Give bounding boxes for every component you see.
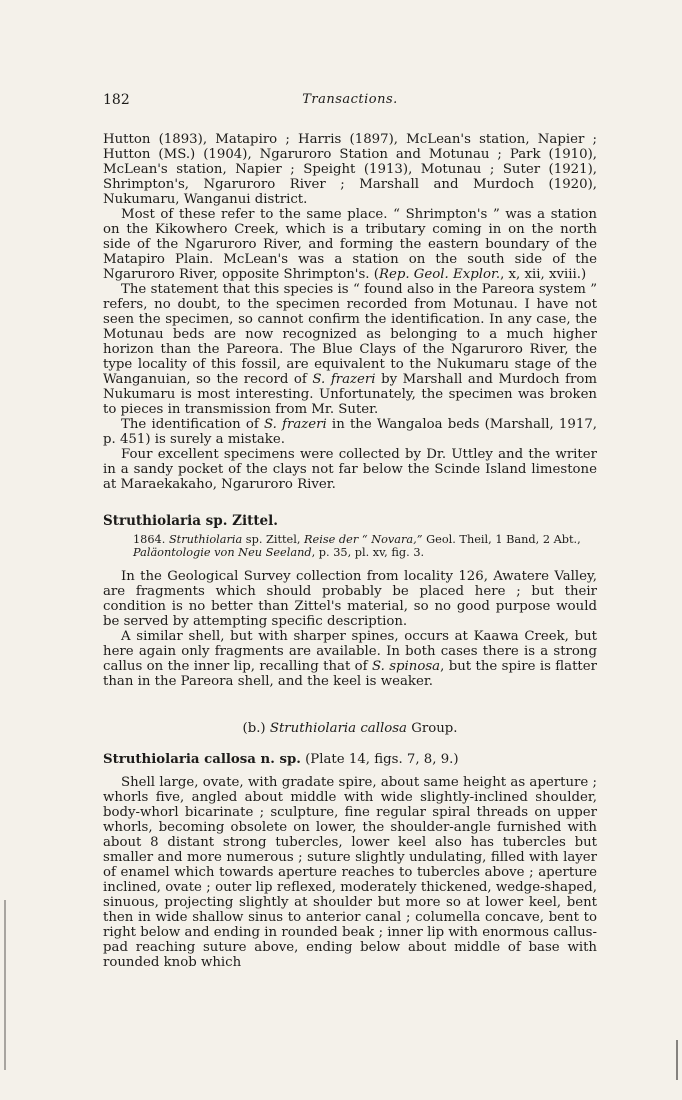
paragraph-pareora: The statement that this species is “ found also in the Pareora system ” refers, no doubt, to the specimen recorded from Motunau. I have not seen the specimen, so cannot confirm the identification. In any case, the Motunau beds are now recognized as belonging to a much higher horizon than the Pareora. The Blue Clays of the Ngaruroro River, the type locality of this fossil, are equivalent to the Nukumaru stage of the Wanganuian, so the record of S. frazeri by Marshall and Murdoch from Nukumaru is most interesting. Unfortunately, the specimen was broken to pieces in transmission from Mr. Suter. <box>103 282 597 417</box>
page-header <box>103 92 597 114</box>
paragraph-kaawa: A similar shell, but with sharper spines, occurs at Kaawa Creek, but here again only fragments are available. In both cases there is a strong callus on the inner lip, recalling that of S. spinosa, but the spire is flatter than in the Pareora shell, and the keel is weaker. <box>103 629 597 689</box>
paragraph-wangaloa: The identification of S. frazeri in the Wangaloa beds (Marshall, 1917, p. 451) is surely a mistake. <box>103 417 598 447</box>
species-heading-callosa: Struthiolaria callosa n. sp. (Plate 14, figs. 7, 8, 9.) <box>103 752 459 767</box>
paragraph-awatere: In the Geological Survey collection from locality 126, Awatere Valley, are fragments which should probably be placed here ; but their condition is no better than Zittel's material, so no good purpose would be served by attempting specific description. <box>103 569 597 629</box>
group-heading: (b.) Struthiolaria callosa Group. <box>242 721 458 736</box>
page-number: 182 <box>103 92 130 108</box>
synonymy-entry: 1864. Struthiolaria sp. Zittel, Reise der “ Novara,” Geol. Theil, 1 Band, 2 Abt., Paläontologie von Neu Seeland, p. 35, pl. xv, fig. 3. <box>133 533 581 559</box>
page-edge-mark <box>4 900 6 1070</box>
running-head: Transactions. <box>302 92 398 107</box>
page-edge-mark-right <box>676 1040 678 1080</box>
page <box>103 92 597 970</box>
paragraph-references: Hutton (1893), Matapiro ; Harris (1897), McLean's station, Napier ; Hutton (MS.) (1904), Ngaruroro Station and Motunau ; Park (1910), McLean's station, Napier ; Speight (1913), Motunau ; Suter (1921), Shrimpton's, Ngaruroro River ; Marshall and Murdoch (1920), Nukumaru, Wanganui district. <box>103 132 597 207</box>
paragraph-description: Shell large, ovate, with gradate spire, about same height as aperture ; whorls five, angled about middle with wide slightly-inclined shoulder, body-whorl bicarinate ; sculpture, fine regular spiral threads on upper whorls, becoming obsolete on lower, the shoulder-angle furnished with about 8 distant strong tubercles, lower keel also has tubercles but smaller and more numerous ; suture slightly undulating, filled with layer of enamel which towards aperture reaches to tubercles above ; aperture inclined, ovate ; outer lip reflexed, moderately thickened, wedge-shaped, sinuous, projecting slightly at shoulder but more so at lower keel, bent then in wide shallow sinus to anterior canal ; columella concave, bent to right below and ending in rounded beak ; inner lip with enormous callus-pad reaching suture above, ending below about middle of base with rounded knob which <box>103 775 597 970</box>
species-heading-zittel: Struthiolaria sp. Zittel. <box>103 513 278 529</box>
paragraph-localities: Most of these refer to the same place. “ Shrimpton's ” was a station on the Kikowhero Creek, which is a tributary coming in on the north side of the Ngaruroro River, and forming the eastern boundary of the Matapiro Plain. McLean's was a station on the south side of the Ngaruroro River, opposite Shrimpton's. (Rep. Geol. Explor., x, xii, xviii.) <box>103 207 597 282</box>
paragraph-specimens: Four excellent specimens were collected by Dr. Uttley and the writer in a sandy pocket of the clays not far below the Scinde Island limestone at Maraekakaho, Ngaruroro River. <box>103 447 597 492</box>
